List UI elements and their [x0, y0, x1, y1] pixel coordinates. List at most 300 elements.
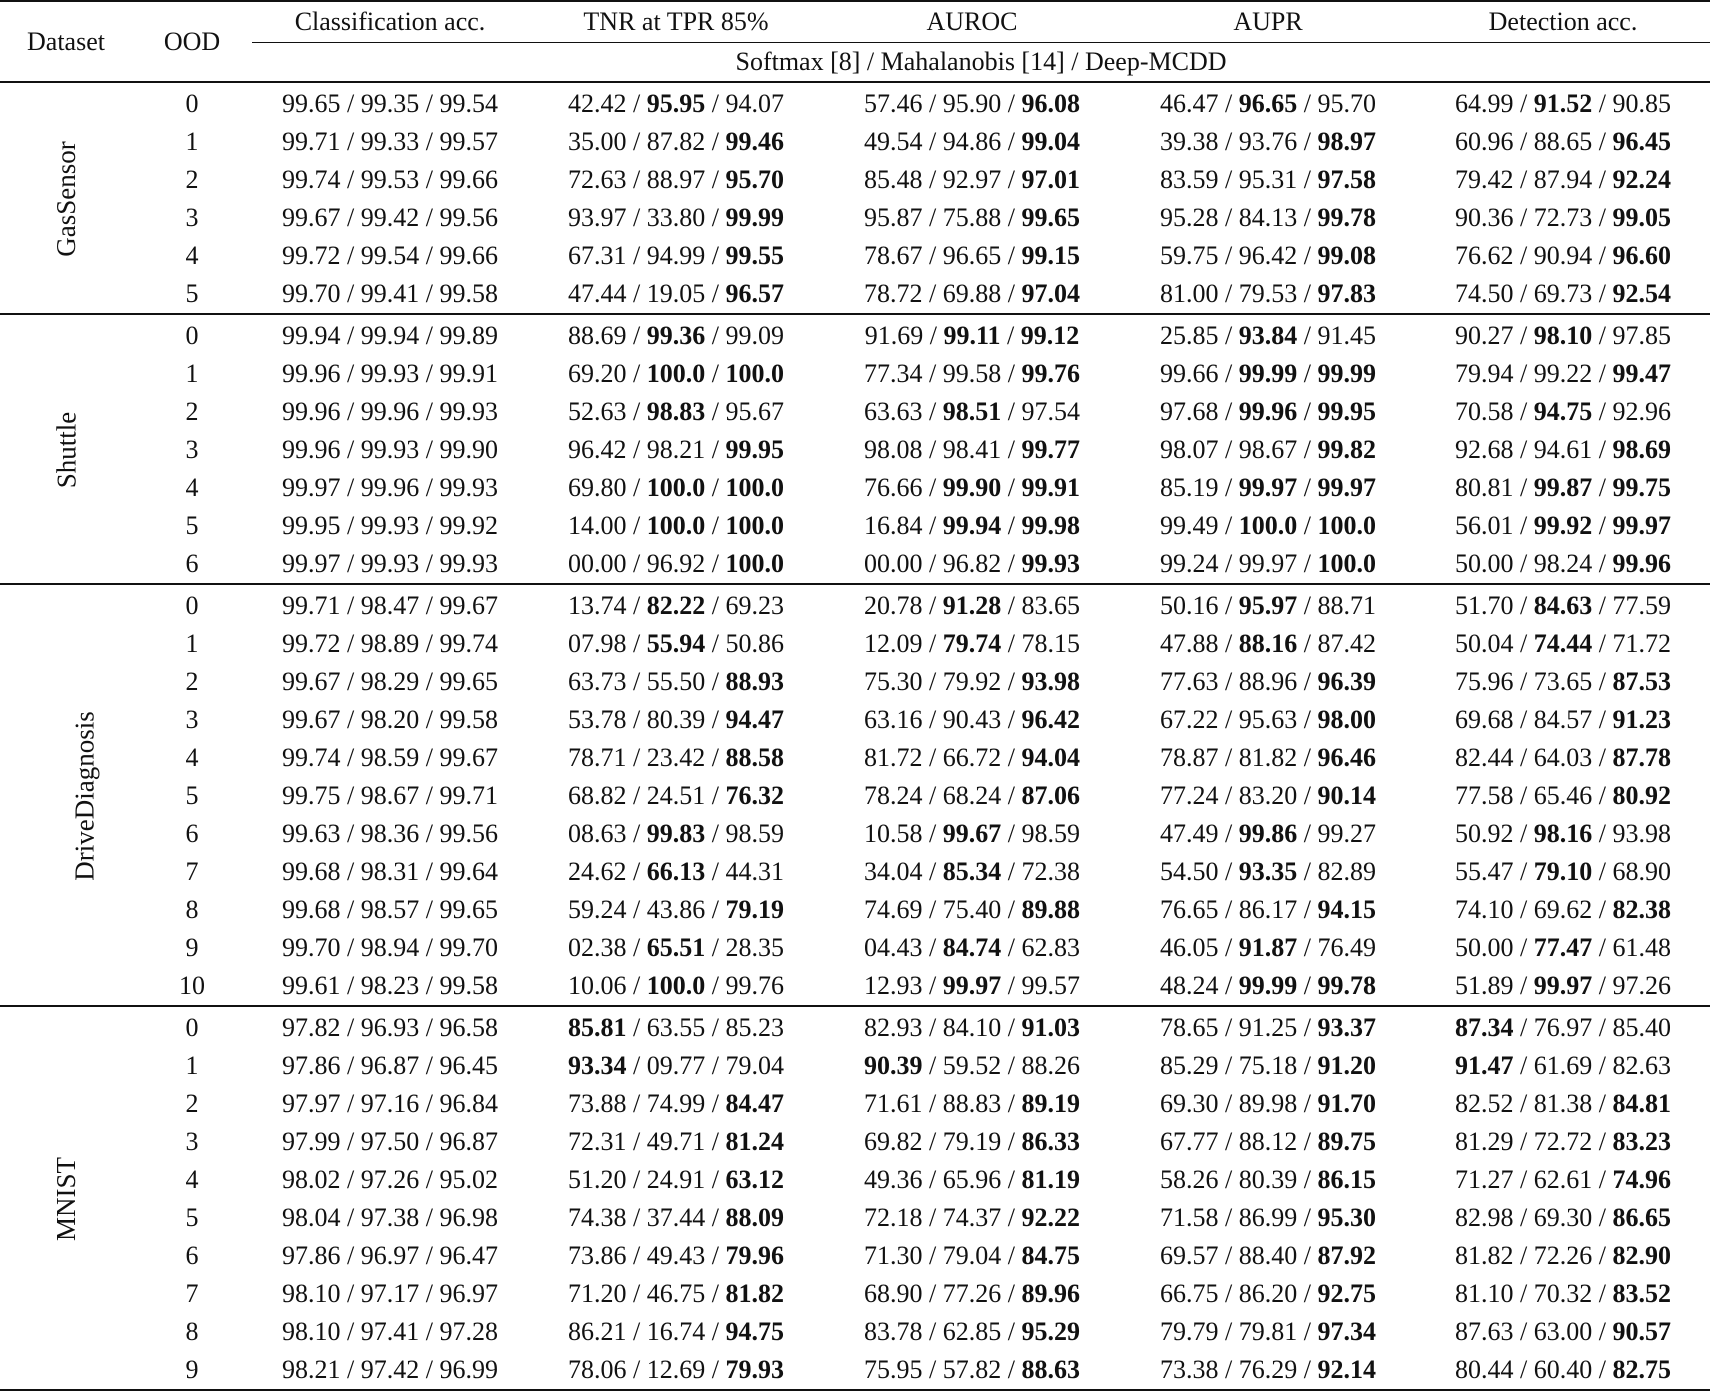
deep-mcdd-value: 95.30 — [1317, 1203, 1376, 1232]
table-row — [0, 1047, 1710, 1085]
softmax-value: 73.38 — [1160, 1355, 1219, 1384]
mahalanobis-value: 99.92 — [1533, 511, 1593, 540]
mahalanobis-value: 88.12 — [1238, 1127, 1298, 1156]
cell-classification: 99.96 / 99.93 / 99.90 — [282, 435, 498, 464]
ood-class: 2 — [185, 397, 199, 426]
mahalanobis-value: 98.67 — [1238, 435, 1298, 464]
softmax-value: 47.88 — [1160, 629, 1219, 658]
deep-mcdd-value: 81.24 — [725, 1127, 784, 1156]
softmax-value: 99.63 — [282, 819, 341, 848]
cell-classification: 98.21 / 97.42 / 96.99 — [282, 1355, 498, 1384]
cell-auroc: 04.43 / 84.74 / 62.83 — [864, 933, 1080, 962]
mahalanobis-value: 99.93 — [360, 435, 420, 464]
mahalanobis-value: 77.47 — [1533, 933, 1593, 962]
cell-classification: 99.67 / 98.20 / 99.58 — [282, 705, 498, 734]
cell-auroc: 91.69 / 99.11 / 99.12 — [864, 321, 1080, 350]
cell-detection: 50.04 / 74.44 / 71.72 — [1455, 629, 1671, 658]
softmax-value: 99.49 — [1160, 511, 1219, 540]
deep-mcdd-value: 97.83 — [1317, 279, 1376, 308]
header-metric-detection: Detection acc. — [1416, 1, 1710, 43]
deep-mcdd-value: 100.0 — [725, 549, 784, 578]
dataset-name: MNIST — [50, 1156, 81, 1241]
mahalanobis-value: 79.04 — [942, 1241, 1002, 1270]
mahalanobis-value: 24.91 — [646, 1165, 706, 1194]
deep-mcdd-value: 82.89 — [1317, 857, 1376, 886]
deep-mcdd-value: 94.07 — [725, 89, 784, 118]
cell-detection: 87.34 / 76.97 / 85.40 — [1455, 1013, 1671, 1042]
cell-aupr: 99.49 / 100.0 / 100.0 — [1160, 511, 1376, 540]
deep-mcdd-value: 99.97 — [1317, 473, 1376, 502]
mahalanobis-value: 75.18 — [1238, 1051, 1298, 1080]
cell-tnr: 59.24 / 43.86 / 79.19 — [568, 895, 784, 924]
table-row — [0, 1351, 1710, 1390]
cell-aupr: 25.85 / 93.84 / 91.45 — [1160, 321, 1376, 350]
cell-classification: 99.96 / 99.93 / 99.91 — [282, 359, 498, 388]
deep-mcdd-value: 99.66 — [439, 165, 498, 194]
deep-mcdd-value: 91.45 — [1317, 321, 1376, 350]
cell-detection: 56.01 / 99.92 / 99.97 — [1455, 511, 1671, 540]
deep-mcdd-value: 99.66 — [439, 241, 498, 270]
softmax-value: 77.58 — [1455, 781, 1514, 810]
deep-mcdd-value: 86.33 — [1021, 1127, 1080, 1156]
softmax-value: 81.29 — [1455, 1127, 1514, 1156]
mahalanobis-value: 99.96 — [1238, 397, 1298, 426]
cell-classification: 99.68 / 98.57 / 99.65 — [282, 895, 498, 924]
softmax-value: 71.58 — [1160, 1203, 1219, 1232]
cell-tnr: 71.20 / 46.75 / 81.82 — [568, 1279, 784, 1308]
softmax-value: 16.84 — [864, 511, 923, 540]
softmax-value: 48.24 — [1160, 971, 1219, 1000]
softmax-value: 99.70 — [282, 279, 341, 308]
table-row — [0, 355, 1710, 393]
header-dataset: Dataset — [27, 26, 105, 56]
mahalanobis-value: 99.99 — [1238, 359, 1298, 388]
deep-mcdd-value: 89.75 — [1317, 1127, 1376, 1156]
softmax-value: 63.63 — [864, 397, 923, 426]
cell-aupr: 81.00 / 79.53 / 97.83 — [1160, 279, 1376, 308]
mahalanobis-value: 99.93 — [360, 359, 420, 388]
table-row — [0, 314, 1710, 355]
deep-mcdd-value: 91.03 — [1021, 1013, 1080, 1042]
cell-detection: 69.68 / 84.57 / 91.23 — [1455, 705, 1671, 734]
deep-mcdd-value: 97.26 — [1612, 971, 1671, 1000]
cell-classification: 99.61 / 98.23 / 99.58 — [282, 971, 498, 1000]
cell-auroc: 76.66 / 99.90 / 99.91 — [864, 473, 1080, 502]
softmax-value: 98.08 — [864, 435, 923, 464]
ood-class: 3 — [185, 1127, 199, 1156]
deep-mcdd-value: 99.78 — [1317, 203, 1376, 232]
mahalanobis-value: 98.57 — [360, 895, 420, 924]
mahalanobis-value: 79.10 — [1533, 857, 1593, 886]
deep-mcdd-value: 78.15 — [1021, 629, 1080, 658]
table-row — [0, 1199, 1710, 1237]
deep-mcdd-value: 99.56 — [439, 203, 498, 232]
mahalanobis-value: 98.16 — [1533, 819, 1593, 848]
ood-class: 2 — [185, 1089, 199, 1118]
cell-aupr: 59.75 / 96.42 / 99.08 — [1160, 241, 1376, 270]
deep-mcdd-value: 100.0 — [725, 359, 784, 388]
deep-mcdd-value: 92.24 — [1612, 165, 1671, 194]
mahalanobis-value: 87.82 — [646, 127, 706, 156]
deep-mcdd-value: 96.97 — [439, 1279, 498, 1308]
mahalanobis-value: 89.98 — [1238, 1089, 1298, 1118]
softmax-value: 34.04 — [864, 857, 923, 886]
deep-mcdd-value: 100.0 — [725, 511, 784, 540]
deep-mcdd-value: 100.0 — [1317, 549, 1376, 578]
cell-auroc: 71.61 / 88.83 / 89.19 — [864, 1089, 1080, 1118]
softmax-value: 78.06 — [568, 1355, 627, 1384]
mahalanobis-value: 77.26 — [942, 1279, 1002, 1308]
cell-aupr: 78.65 / 91.25 / 93.37 — [1160, 1013, 1376, 1042]
cell-detection: 80.44 / 60.40 / 82.75 — [1455, 1355, 1671, 1384]
cell-auroc: 00.00 / 96.82 / 99.93 — [864, 549, 1080, 578]
softmax-value: 90.27 — [1455, 321, 1514, 350]
deep-mcdd-value: 76.32 — [725, 781, 784, 810]
mahalanobis-value: 73.65 — [1533, 667, 1593, 696]
header-metric-auroc: AUROC — [824, 1, 1120, 43]
table-row — [0, 237, 1710, 275]
softmax-value: 99.67 — [282, 705, 341, 734]
softmax-value: 92.68 — [1455, 435, 1514, 464]
deep-mcdd-value: 99.46 — [725, 127, 784, 156]
cell-detection: 82.98 / 69.30 / 86.65 — [1455, 1203, 1671, 1232]
ood-class: 5 — [185, 1203, 199, 1232]
softmax-value: 55.47 — [1455, 857, 1514, 886]
softmax-value: 95.87 — [864, 203, 923, 232]
deep-mcdd-value: 96.46 — [1317, 743, 1376, 772]
mahalanobis-value: 99.97 — [1238, 549, 1298, 578]
softmax-value: 99.68 — [282, 857, 341, 886]
ood-class: 4 — [185, 473, 199, 502]
softmax-value: 49.54 — [864, 127, 923, 156]
table-row — [0, 815, 1710, 853]
table-header — [0, 1, 1710, 82]
cell-detection: 60.96 / 88.65 / 96.45 — [1455, 127, 1671, 156]
softmax-value: 75.96 — [1455, 667, 1514, 696]
deep-mcdd-value: 99.99 — [1317, 359, 1376, 388]
softmax-value: 51.70 — [1455, 591, 1514, 620]
deep-mcdd-value: 95.70 — [1317, 89, 1376, 118]
deep-mcdd-value: 82.75 — [1612, 1355, 1671, 1384]
softmax-value: 79.94 — [1455, 359, 1514, 388]
softmax-value: 98.10 — [282, 1317, 341, 1346]
mahalanobis-value: 23.42 — [646, 743, 706, 772]
mahalanobis-value: 69.30 — [1533, 1203, 1593, 1232]
mahalanobis-value: 98.36 — [360, 819, 420, 848]
cell-tnr: 88.69 / 99.36 / 99.09 — [568, 321, 784, 350]
deep-mcdd-value: 82.63 — [1612, 1051, 1671, 1080]
deep-mcdd-value: 97.28 — [439, 1317, 498, 1346]
cell-classification: 97.99 / 97.50 / 96.87 — [282, 1127, 498, 1156]
softmax-value: 82.44 — [1455, 743, 1514, 772]
cell-classification: 99.70 / 98.94 / 99.70 — [282, 933, 498, 962]
softmax-value: 73.88 — [568, 1089, 627, 1118]
softmax-value: 13.74 — [568, 591, 627, 620]
header-ood: OOD — [163, 26, 221, 56]
deep-mcdd-value: 83.65 — [1021, 591, 1080, 620]
mahalanobis-value: 37.44 — [646, 1203, 706, 1232]
mahalanobis-value: 97.50 — [360, 1127, 420, 1156]
mahalanobis-value: 98.21 — [646, 435, 706, 464]
mahalanobis-value: 09.77 — [646, 1051, 706, 1080]
softmax-value: 97.82 — [282, 1013, 341, 1042]
cell-classification: 98.02 / 97.26 / 95.02 — [282, 1165, 498, 1194]
mahalanobis-value: 84.57 — [1533, 705, 1593, 734]
cell-aupr: 85.29 / 75.18 / 91.20 — [1160, 1051, 1376, 1080]
group-gassensor — [0, 82, 1710, 314]
mahalanobis-value: 98.51 — [942, 397, 1002, 426]
cell-auroc: 95.87 / 75.88 / 99.65 — [864, 203, 1080, 232]
mahalanobis-value: 84.63 — [1533, 591, 1593, 620]
mahalanobis-value: 90.94 — [1533, 241, 1593, 270]
cell-tnr: 93.97 / 33.80 / 99.99 — [568, 203, 784, 232]
mahalanobis-value: 98.23 — [360, 971, 420, 1000]
deep-mcdd-value: 50.86 — [725, 629, 784, 658]
table-row — [0, 1123, 1710, 1161]
softmax-value: 78.67 — [864, 241, 923, 270]
ood-class: 1 — [185, 359, 199, 388]
cell-auroc: 16.84 / 99.94 / 99.98 — [864, 511, 1080, 540]
dataset-label — [0, 1006, 132, 1390]
softmax-value: 46.47 — [1160, 89, 1219, 118]
mahalanobis-value: 62.61 — [1533, 1165, 1593, 1194]
table-row — [0, 1313, 1710, 1351]
deep-mcdd-value: 92.14 — [1317, 1355, 1376, 1384]
cell-classification: 99.63 / 98.36 / 99.56 — [282, 819, 498, 848]
cell-auroc: 57.46 / 95.90 / 96.08 — [864, 89, 1080, 118]
deep-mcdd-value: 99.70 — [439, 933, 498, 962]
deep-mcdd-value: 72.38 — [1021, 857, 1080, 886]
cell-detection: 87.63 / 63.00 / 90.57 — [1455, 1317, 1671, 1346]
cell-tnr: 13.74 / 82.22 / 69.23 — [568, 591, 784, 620]
table-row — [0, 469, 1710, 507]
mahalanobis-value: 24.51 — [646, 781, 706, 810]
softmax-value: 95.28 — [1160, 203, 1219, 232]
softmax-value: 98.07 — [1160, 435, 1219, 464]
softmax-value: 99.72 — [282, 629, 341, 658]
mahalanobis-value: 79.92 — [942, 667, 1002, 696]
deep-mcdd-value: 87.53 — [1612, 667, 1671, 696]
cell-detection: 79.94 / 99.22 / 99.47 — [1455, 359, 1671, 388]
cell-detection: 77.58 / 65.46 / 80.92 — [1455, 781, 1671, 810]
cell-aupr: 97.68 / 99.96 / 99.95 — [1160, 397, 1376, 426]
softmax-value: 69.30 — [1160, 1089, 1219, 1118]
deep-mcdd-value: 96.08 — [1021, 89, 1080, 118]
cell-aupr: 66.75 / 86.20 / 92.75 — [1160, 1279, 1376, 1308]
deep-mcdd-value: 89.19 — [1021, 1089, 1080, 1118]
softmax-value: 72.31 — [568, 1127, 627, 1156]
cell-detection: 92.68 / 94.61 / 98.69 — [1455, 435, 1671, 464]
cell-auroc: 85.48 / 92.97 / 97.01 — [864, 165, 1080, 194]
deep-mcdd-value: 81.82 — [725, 1279, 784, 1308]
mahalanobis-value: 98.67 — [360, 781, 420, 810]
softmax-value: 99.24 — [1160, 549, 1219, 578]
softmax-value: 59.75 — [1160, 241, 1219, 270]
mahalanobis-value: 99.96 — [360, 473, 420, 502]
ood-class: 4 — [185, 241, 199, 270]
cell-aupr: 69.30 / 89.98 / 91.70 — [1160, 1089, 1376, 1118]
deep-mcdd-value: 99.96 — [1612, 549, 1671, 578]
cell-tnr: 08.63 / 99.83 / 98.59 — [568, 819, 784, 848]
deep-mcdd-value: 98.59 — [725, 819, 784, 848]
cell-tnr: 35.00 / 87.82 / 99.46 — [568, 127, 784, 156]
softmax-value: 83.59 — [1160, 165, 1219, 194]
cell-tnr: 47.44 / 19.05 / 96.57 — [568, 279, 784, 308]
mahalanobis-value: 60.40 — [1533, 1355, 1593, 1384]
softmax-value: 64.99 — [1455, 89, 1514, 118]
softmax-value: 50.16 — [1160, 591, 1219, 620]
deep-mcdd-value: 94.15 — [1317, 895, 1376, 924]
softmax-value: 68.82 — [568, 781, 627, 810]
cell-auroc: 78.72 / 69.88 / 97.04 — [864, 279, 1080, 308]
cell-tnr: 96.42 / 98.21 / 99.95 — [568, 435, 784, 464]
softmax-value: 99.65 — [282, 89, 341, 118]
mahalanobis-value: 96.65 — [1238, 89, 1298, 118]
cell-classification: 99.71 / 98.47 / 99.67 — [282, 591, 498, 620]
mahalanobis-value: 100.0 — [646, 359, 706, 388]
deep-mcdd-value: 44.31 — [725, 857, 784, 886]
deep-mcdd-value: 63.12 — [725, 1165, 784, 1194]
softmax-value: 54.50 — [1160, 857, 1219, 886]
mahalanobis-value: 99.41 — [360, 279, 420, 308]
deep-mcdd-value: 88.09 — [725, 1203, 784, 1232]
deep-mcdd-value: 84.47 — [725, 1089, 784, 1118]
softmax-value: 59.24 — [568, 895, 627, 924]
cell-aupr: 73.38 / 76.29 / 92.14 — [1160, 1355, 1376, 1384]
cell-tnr: 51.20 / 24.91 / 63.12 — [568, 1165, 784, 1194]
deep-mcdd-value: 81.19 — [1021, 1165, 1080, 1194]
mahalanobis-value: 95.95 — [646, 89, 706, 118]
table-row — [0, 1275, 1710, 1313]
softmax-value: 82.98 — [1455, 1203, 1514, 1232]
ood-class: 3 — [185, 203, 199, 232]
mahalanobis-value: 65.46 — [1533, 781, 1593, 810]
deep-mcdd-value: 62.83 — [1021, 933, 1080, 962]
softmax-value: 96.42 — [568, 435, 627, 464]
softmax-value: 14.00 — [568, 511, 627, 540]
table-row — [0, 853, 1710, 891]
softmax-value: 99.68 — [282, 895, 341, 924]
mahalanobis-value: 64.03 — [1533, 743, 1593, 772]
table-row — [0, 967, 1710, 1006]
mahalanobis-value: 98.29 — [360, 667, 420, 696]
softmax-value: 02.38 — [568, 933, 627, 962]
softmax-value: 74.10 — [1455, 895, 1514, 924]
softmax-value: 12.09 — [864, 629, 923, 658]
softmax-value: 99.67 — [282, 667, 341, 696]
group-drivediagnosis — [0, 584, 1710, 1006]
mahalanobis-value: 96.87 — [360, 1051, 420, 1080]
cell-aupr: 58.26 / 80.39 / 86.15 — [1160, 1165, 1376, 1194]
cell-tnr: 86.21 / 16.74 / 94.75 — [568, 1317, 784, 1346]
group-mnist — [0, 1006, 1710, 1390]
table-row — [0, 891, 1710, 929]
softmax-value: 10.58 — [864, 819, 923, 848]
deep-mcdd-value: 87.78 — [1612, 743, 1671, 772]
mahalanobis-value: 99.90 — [942, 473, 1002, 502]
deep-mcdd-value: 99.04 — [1021, 127, 1080, 156]
cell-tnr: 63.73 / 55.50 / 88.93 — [568, 667, 784, 696]
cell-classification: 97.82 / 96.93 / 96.58 — [282, 1013, 498, 1042]
mahalanobis-value: 70.32 — [1533, 1279, 1593, 1308]
mahalanobis-value: 85.34 — [942, 857, 1002, 886]
cell-classification: 98.10 / 97.17 / 96.97 — [282, 1279, 498, 1308]
cell-auroc: 12.09 / 79.74 / 78.15 — [864, 629, 1080, 658]
softmax-value: 81.82 — [1455, 1241, 1514, 1270]
softmax-value: 51.20 — [568, 1165, 627, 1194]
softmax-value: 97.86 — [282, 1051, 341, 1080]
mahalanobis-value: 91.25 — [1238, 1013, 1298, 1042]
softmax-value: 86.21 — [568, 1317, 627, 1346]
deep-mcdd-value: 95.02 — [439, 1165, 498, 1194]
ood-class: 3 — [185, 435, 199, 464]
cell-tnr: 74.38 / 37.44 / 88.09 — [568, 1203, 784, 1232]
mahalanobis-value: 68.24 — [942, 781, 1002, 810]
softmax-value: 85.81 — [568, 1013, 627, 1042]
deep-mcdd-value: 95.70 — [725, 165, 784, 194]
mahalanobis-value: 99.97 — [942, 971, 1002, 1000]
deep-mcdd-value: 99.58 — [439, 279, 498, 308]
mahalanobis-value: 79.81 — [1238, 1317, 1298, 1346]
deep-mcdd-value: 94.75 — [725, 1317, 784, 1346]
mahalanobis-value: 55.94 — [646, 629, 706, 658]
ood-class: 4 — [185, 1165, 199, 1194]
softmax-value: 74.69 — [864, 895, 923, 924]
cell-classification: 97.86 / 96.97 / 96.47 — [282, 1241, 498, 1270]
mahalanobis-value: 97.16 — [360, 1089, 420, 1118]
deep-mcdd-value: 96.45 — [1612, 127, 1671, 156]
mahalanobis-value: 91.87 — [1238, 933, 1298, 962]
deep-mcdd-value: 96.98 — [439, 1203, 498, 1232]
mahalanobis-value: 98.83 — [646, 397, 706, 426]
deep-mcdd-value: 97.58 — [1317, 165, 1376, 194]
deep-mcdd-value: 96.60 — [1612, 241, 1671, 270]
softmax-value: 69.68 — [1455, 705, 1514, 734]
mahalanobis-value: 94.61 — [1533, 435, 1593, 464]
deep-mcdd-value: 92.22 — [1021, 1203, 1080, 1232]
softmax-value: 35.00 — [568, 127, 627, 156]
deep-mcdd-value: 96.87 — [439, 1127, 498, 1156]
cell-classification: 99.68 / 98.31 / 99.64 — [282, 857, 498, 886]
softmax-value: 78.72 — [864, 279, 923, 308]
mahalanobis-value: 74.99 — [646, 1089, 706, 1118]
mahalanobis-value: 95.31 — [1238, 165, 1298, 194]
cell-auroc: 78.24 / 68.24 / 87.06 — [864, 781, 1080, 810]
mahalanobis-value: 91.28 — [942, 591, 1002, 620]
mahalanobis-value: 66.13 — [646, 857, 706, 886]
deep-mcdd-value: 99.93 — [439, 473, 498, 502]
mahalanobis-value: 97.42 — [360, 1355, 420, 1384]
deep-mcdd-value: 99.90 — [439, 435, 498, 464]
deep-mcdd-value: 99.71 — [439, 781, 498, 810]
deep-mcdd-value: 97.01 — [1021, 165, 1080, 194]
softmax-value: 81.10 — [1455, 1279, 1514, 1308]
mahalanobis-value: 99.22 — [1533, 359, 1593, 388]
deep-mcdd-value: 99.95 — [725, 435, 784, 464]
header-metric-aupr: AUPR — [1120, 1, 1416, 43]
mahalanobis-value: 99.83 — [646, 819, 706, 848]
cell-classification: 99.71 / 99.33 / 99.57 — [282, 127, 498, 156]
mahalanobis-value: 100.0 — [1238, 511, 1298, 540]
deep-mcdd-value: 97.04 — [1021, 279, 1080, 308]
softmax-value: 98.21 — [282, 1355, 341, 1384]
softmax-value: 75.30 — [864, 667, 923, 696]
table-row — [0, 507, 1710, 545]
cell-detection: 90.36 / 72.73 / 99.05 — [1455, 203, 1671, 232]
softmax-value: 58.26 — [1160, 1165, 1219, 1194]
softmax-value: 74.50 — [1455, 279, 1514, 308]
cell-auroc: 90.39 / 59.52 / 88.26 — [864, 1051, 1080, 1080]
